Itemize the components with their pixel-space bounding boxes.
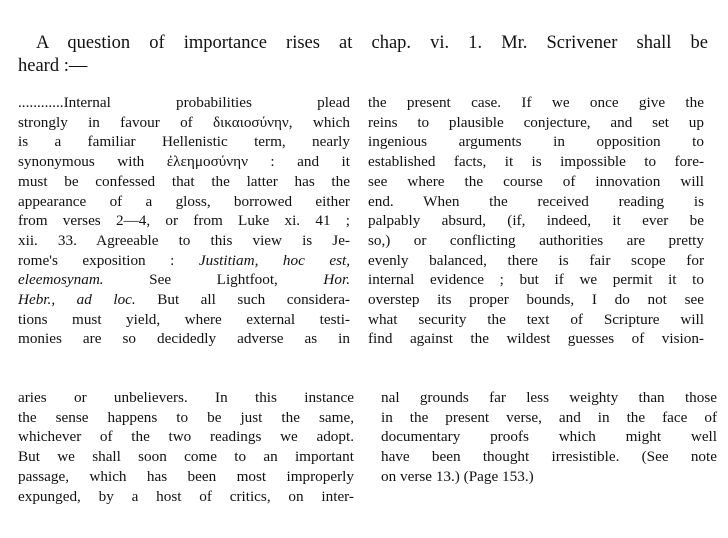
text-line: have been thought irresistible. (See note — [381, 448, 717, 466]
text-line: is a familiar Hellenistic term, nearly — [18, 133, 350, 151]
text-line: in the present verse, and in the face of — [381, 408, 717, 426]
text-line: tions must yield, where external testi- — [18, 310, 350, 328]
text-line: so,) or conflicting authorities are pretty — [368, 231, 704, 249]
text-line: passage, which has been most improperly — [18, 467, 354, 485]
text-line: what security the text of Scripture will — [368, 310, 704, 328]
text-line: internal evidence ; but if we permit it to — [368, 271, 704, 289]
text-line: But we shall soon come to an important — [18, 448, 354, 466]
text-line: the sense happens to be just the same, — [18, 408, 354, 426]
quote-column-lower-right — [381, 388, 717, 487]
text-line: must be confessed that the latter has the — [18, 172, 350, 190]
quote-column-upper-right — [368, 93, 704, 349]
text-line: strongly in favour of δικαιοσύνην, which — [18, 113, 350, 131]
text-line — [18, 270, 350, 290]
italic-text: Justitiam, hoc est, — [198, 251, 350, 269]
text-line: documentary proofs which might well — [381, 428, 717, 446]
italic-text: Hebr., ad loc. — [18, 291, 136, 309]
text-line: evenly balanced, there is fair scope for — [368, 251, 704, 269]
text-line: established facts, it is impossible to fore- — [368, 153, 704, 171]
text-line — [18, 251, 350, 271]
text-line: end. When the received reading is — [368, 192, 704, 210]
text-line: the present case. If we once give the — [368, 94, 704, 111]
text-segment: But all such considera- — [135, 291, 350, 309]
text-line: reins to plausible conjecture, and set up — [368, 113, 704, 131]
text-line: ingenious arguments in opposition to — [368, 133, 704, 151]
italic-text: Hor. — [323, 271, 350, 289]
text-line — [18, 290, 350, 310]
text-line: palpably absurd, (if, indeed, it ever be — [368, 212, 704, 230]
intro-line: heard :— — [18, 56, 88, 76]
intro-paragraph — [18, 32, 708, 78]
text-line: see where the course of innovation will — [368, 172, 704, 190]
text-line: ............Internal probabilities plead — [18, 94, 350, 111]
text-line: from verses 2—4, or from Luke xi. 41 ; — [18, 212, 350, 230]
text-line: whichever of the two readings we adopt. — [18, 428, 354, 446]
text-segment: rome's exposition : — [18, 251, 199, 269]
text-line: appearance of a gloss, borrowed either — [18, 192, 350, 210]
text-line: on verse 13.) (Page 153.) — [381, 467, 534, 485]
text-line: nal grounds far less weighty than those — [381, 389, 717, 406]
text-line: monies are so decidedly adverse as in — [18, 330, 350, 348]
text-line: expunged, by a host of critics, on inter- — [18, 487, 354, 505]
text-line: synonymous with ἐλεημοσύνην : and it — [18, 153, 350, 171]
text-segment: See Lightfoot, — [103, 271, 324, 289]
text-line: find against the wildest guesses of vision- — [368, 330, 704, 348]
intro-line: A question of importance rises at chap. vi. 1. Mr. Scrivener shall be — [36, 33, 708, 53]
quote-column-upper-left — [18, 93, 350, 349]
text-line: aries or unbelievers. In this instance — [18, 389, 354, 406]
quote-column-lower-left — [18, 388, 354, 506]
text-line: overstep its proper bounds, I do not see — [368, 291, 704, 309]
italic-text: eleemosynam. — [18, 271, 104, 289]
text-line: xii. 33. Agreeable to this view is Je- — [18, 231, 350, 249]
